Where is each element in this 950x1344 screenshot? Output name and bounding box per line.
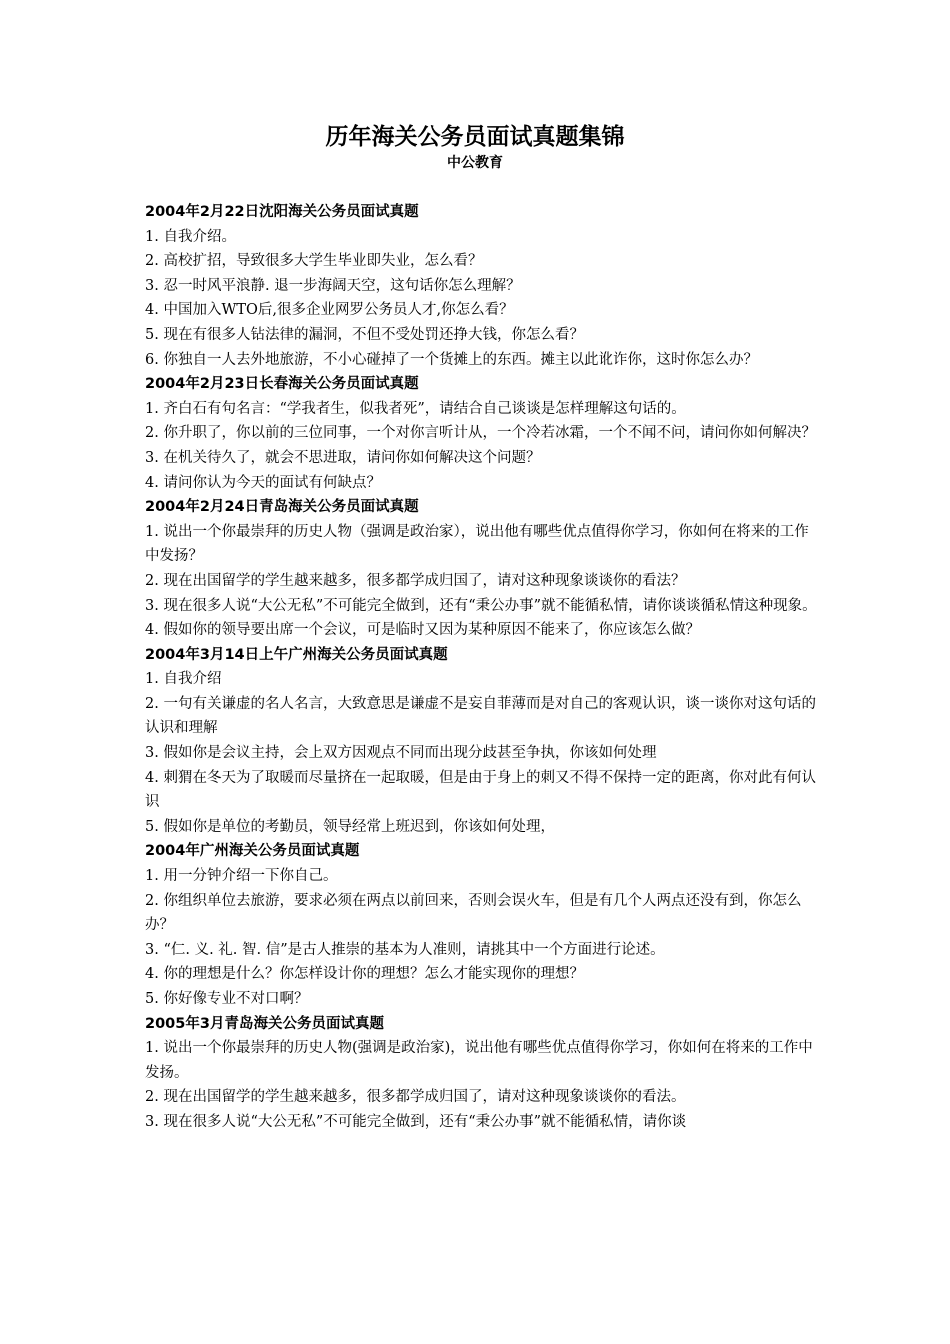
question-item: 1. 自我介绍。 bbox=[145, 228, 236, 245]
section-shenyang-2004 bbox=[145, 200, 817, 372]
section-heading: 2004年广州海关公务员面试真题 bbox=[145, 843, 360, 860]
section-guangzhou-2004 bbox=[145, 839, 817, 1011]
section-qingdao-2005 bbox=[145, 1012, 817, 1135]
question-item: 1. 说出一个你最崇拜的历史人物（强调是政治家），说出他有哪些优点值得你学习，你如何在将来的工作中发扬？ bbox=[145, 523, 809, 565]
question-item: 5. 假如你是单位的考勤员，领导经常上班迟到，你该如何处理， bbox=[145, 818, 555, 835]
question-item: 3. “仁. 义. 礼. 智. 信”是古人推崇的基本为人准则，请挑其中一个方面进行论述。 bbox=[145, 941, 665, 958]
question-item: 4. 请问你认为今天的面试有何缺点？ bbox=[145, 474, 381, 491]
question-item: 5. 你好像专业不对口啊？ bbox=[145, 991, 309, 1007]
document-subtitle: 中公教育 bbox=[447, 155, 503, 171]
section-guangzhou-2004-march bbox=[145, 643, 817, 840]
question-item: 2. 你组织单位去旅游，要求必须在两点以前回来，否则会误火车，但是有几个人两点还没有到，你怎么办？ bbox=[145, 892, 802, 934]
question-item: 2. 现在出国留学的学生越来越多，很多都学成归国了，请对这种现象谈谈你的看法？ bbox=[145, 572, 686, 589]
question-item: 4. 假如你的领导要出席一个会议，可是临时又因为某种原因不能来了，你应该怎么做？ bbox=[145, 622, 700, 639]
section-heading: 2004年2月22日沈阳海关公务员面试真题 bbox=[145, 204, 419, 220]
question-item: 4. 刺猬在冬天为了取暖而尽量挤在一起取暖，但是由于身上的刺又不得不保持一定的距离，你对此有何认识 bbox=[145, 769, 816, 811]
document-body bbox=[145, 200, 817, 1135]
question-item: 1. 说出一个你最崇拜的历史人物(强调是政治家)，说出他有哪些优点值得你学习，你如何在将来的工作中发扬。 bbox=[145, 1040, 813, 1081]
section-heading: 2004年2月23日长春海关公务员面试真题 bbox=[145, 376, 419, 393]
question-item: 1. 齐白石有句名言：“学我者生，似我者死”，请结合自己谈谈是怎样理解这句话的。 bbox=[145, 400, 686, 417]
question-item: 3. 现在很多人说“大公无私”不可能完全做到，还有“秉公办事”就不能循私情，请你谈 bbox=[145, 1113, 687, 1130]
question-item: 6. 你独自一人去外地旅游，不小心碰掉了一个货摊上的东西。摊主以此讹诈你，这时你怎么办？ bbox=[145, 351, 758, 368]
question-item: 2. 现在出国留学的学生越来越多，很多都学成归国了，请对这种现象谈谈你的看法。 bbox=[145, 1089, 686, 1106]
section-heading: 2004年2月24日青岛海关公务员面试真题 bbox=[145, 499, 419, 516]
question-item: 1. 自我介绍 bbox=[145, 671, 222, 688]
question-item: 5. 现在有很多人钻法律的漏洞，不但不受处罚还挣大钱，你怎么看？ bbox=[145, 326, 584, 343]
question-item: 3. 在机关待久了，就会不思进取，请问你如何解决这个问题？ bbox=[145, 449, 541, 466]
section-heading: 2005年3月青岛海关公务员面试真题 bbox=[145, 1015, 384, 1032]
document-title: 历年海关公务员面试真题集锦 bbox=[325, 124, 625, 150]
question-item: 1. 用一分钟介绍一下你自己。 bbox=[145, 868, 338, 885]
section-changchun-2004 bbox=[145, 372, 817, 495]
section-qingdao-2004 bbox=[145, 495, 817, 643]
section-heading: 2004年3月14日上午广州海关公务员面试真题 bbox=[145, 646, 448, 663]
question-item: 2. 高校扩招，导致很多大学生毕业即失业，怎么看？ bbox=[145, 253, 483, 270]
question-item: 2. 你升职了，你以前的三位同事，一个对你言听计从，一个冷若冰霜，一个不闻不问，请问你如何解决？ bbox=[145, 425, 816, 442]
question-item: 4. 中国加入WTO后,很多企业网罗公务员人才,你怎么看？ bbox=[145, 302, 514, 319]
question-item: 3. 假如你是会议主持，会上双方因观点不同而出现分歧甚至争执，你该如何处理 bbox=[145, 745, 657, 762]
question-item: 3. 现在很多人说“大公无私”不可能完全做到，还有“秉公办事”就不能循私情，请你谈谈循私情这种现象。 bbox=[145, 597, 817, 614]
question-item: 3. 忍一时风平浪静. 退一步海阔天空，这句话你怎么理解？ bbox=[145, 277, 521, 294]
question-item: 4. 你的理想是什么？你怎样设计你的理想？怎么才能实现你的理想？ bbox=[145, 966, 584, 983]
question-item: 2. 一句有关谦虚的名人名言，大致意思是谦虚不是妄自菲薄而是对自己的客观认识，谈一谈你对这句话的认识和理解 bbox=[145, 695, 816, 737]
